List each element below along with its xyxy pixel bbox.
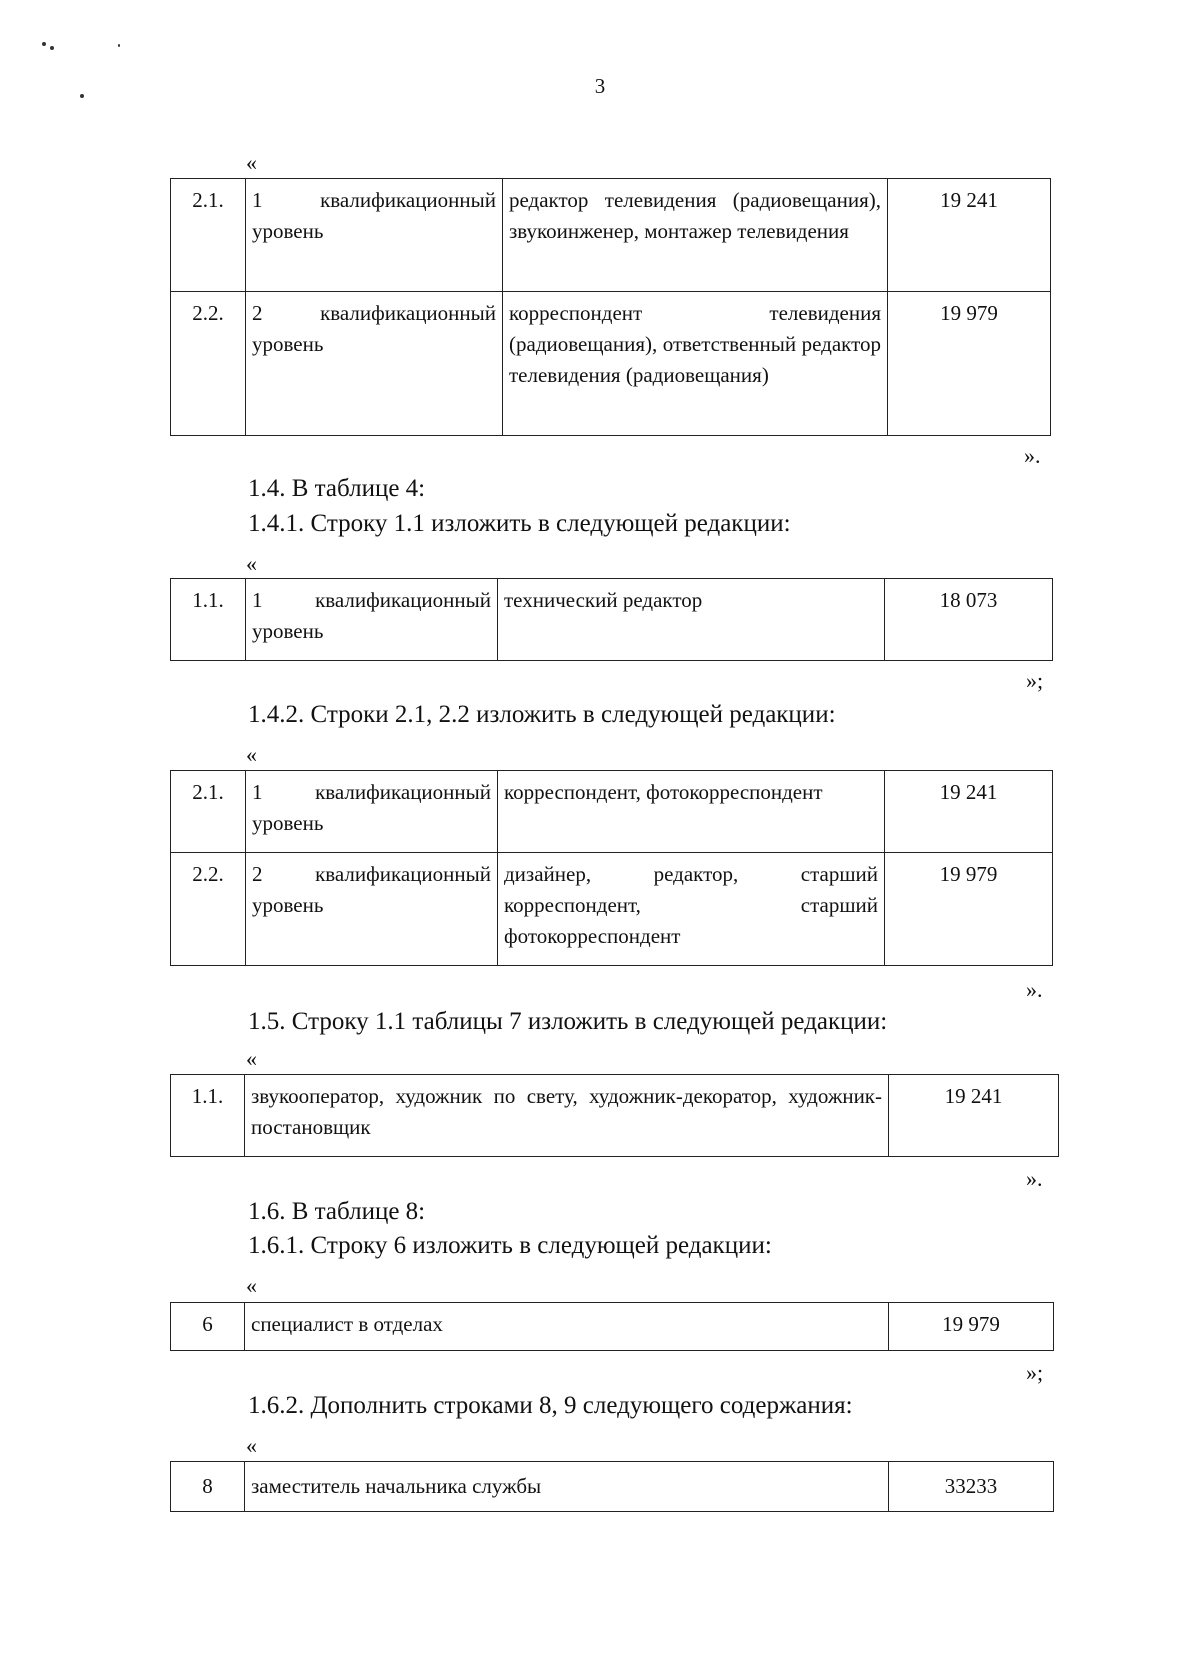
- row-number: 2.2.: [171, 292, 246, 436]
- scan-speck: [50, 46, 54, 50]
- salary: 18 073: [885, 579, 1053, 661]
- table-1: [170, 178, 1051, 436]
- close-quote: ».: [1024, 443, 1041, 468]
- table-row: [171, 1075, 1059, 1157]
- open-quote: «: [246, 1433, 257, 1458]
- table-row: [171, 1303, 1054, 1351]
- table-row: [171, 292, 1051, 436]
- positions: заместитель начальника службы: [245, 1462, 889, 1512]
- paragraph-1-5: 1.5. Строку 1.1 таблицы 7 изложить в следующей редакции:: [248, 1008, 888, 1035]
- qualification-level: 1 квалификационный уровень: [246, 579, 498, 661]
- positions: редактор телевидения (радиовещания), звукоинженер, монтажер телевидения: [503, 179, 888, 292]
- qualification-level: 2 квалификационный уровень: [246, 292, 503, 436]
- qualification-level: 1 квалификационный уровень: [246, 179, 503, 292]
- table-4: [170, 1074, 1059, 1157]
- table-row: [171, 179, 1051, 292]
- paragraph-1-6-2: 1.6.2. Дополнить строками 8, 9 следующего содержания:: [248, 1392, 853, 1419]
- open-quote: «: [246, 1273, 257, 1298]
- open-quote: «: [246, 150, 257, 175]
- salary: 19 241: [889, 1075, 1059, 1157]
- salary: 19 979: [888, 292, 1051, 436]
- paragraph-1-6: 1.6. В таблице 8:: [248, 1198, 426, 1225]
- positions: специалист в отделах: [245, 1303, 889, 1351]
- table-3: [170, 770, 1053, 966]
- table-row: [171, 579, 1053, 661]
- table-row: [171, 853, 1053, 966]
- table-row: [171, 1462, 1054, 1512]
- table-row: [171, 771, 1053, 853]
- positions: корреспондент, фотокорреспондент: [498, 771, 885, 853]
- row-number: 2.1.: [171, 771, 246, 853]
- row-number: 2.1.: [171, 179, 246, 292]
- row-number: 1.1.: [171, 1075, 245, 1157]
- positions: корреспондент телевидения (радиовещания), ответственный редактор телевидения (радиовещания): [503, 292, 888, 436]
- salary: 19 241: [888, 179, 1051, 292]
- paragraph-1-4: 1.4. В таблице 4:: [248, 475, 426, 502]
- close-quote: ».: [1026, 977, 1043, 1002]
- qualification-level: 1 квалификационный уровень: [246, 771, 498, 853]
- row-number: 2.2.: [171, 853, 246, 966]
- scan-speck: [118, 44, 120, 47]
- salary: 19 979: [885, 853, 1053, 966]
- qualification-level: 2 квалификационный уровень: [246, 853, 498, 966]
- page-number: 3: [594, 74, 606, 98]
- positions: технический редактор: [498, 579, 885, 661]
- salary: 19 979: [889, 1303, 1054, 1351]
- paragraph-1-4-2: 1.4.2. Строки 2.1, 2.2 изложить в следующей редакции:: [248, 701, 836, 728]
- row-number: 6: [171, 1303, 245, 1351]
- salary: 33233: [889, 1462, 1054, 1512]
- table-2: [170, 578, 1053, 661]
- row-number: 8: [171, 1462, 245, 1512]
- table-6: [170, 1461, 1054, 1512]
- paragraph-1-6-1: 1.6.1. Строку 6 изложить в следующей редакции:: [248, 1232, 772, 1259]
- scan-speck: [42, 42, 46, 46]
- table-5: [170, 1302, 1054, 1351]
- positions: дизайнер, редактор, старший корреспондент, старший фотокорреспондент: [498, 853, 885, 966]
- salary: 19 241: [885, 771, 1053, 853]
- row-number: 1.1.: [171, 579, 246, 661]
- open-quote: «: [246, 742, 257, 767]
- close-quote: »;: [1026, 668, 1044, 693]
- open-quote: «: [246, 551, 257, 576]
- close-quote: ».: [1026, 1166, 1043, 1191]
- close-quote: »;: [1026, 1360, 1044, 1385]
- positions: звукооператор, художник по свету, художник-декоратор, художник-постановщик: [245, 1075, 889, 1157]
- open-quote: «: [246, 1046, 257, 1071]
- paragraph-1-4-1: 1.4.1. Строку 1.1 изложить в следующей редакции:: [248, 510, 791, 537]
